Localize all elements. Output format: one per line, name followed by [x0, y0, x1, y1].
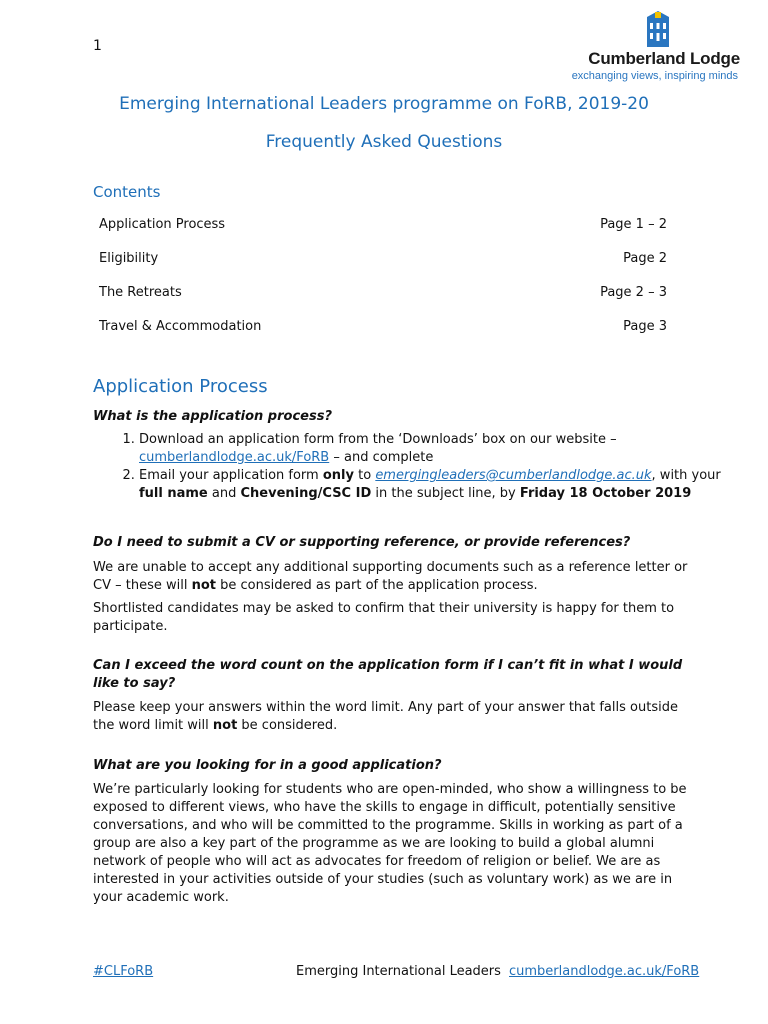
toc-label: Eligibility: [99, 251, 159, 266]
step-2: 2. Email your application form only to emergingleaders@cumberlandlodge.ac.uk, with your full name and Chevening/CSC ID in the subject line, by Friday 18 October 2019: [139, 467, 739, 503]
footer-website-link[interactable]: cumberlandlodge.ac.uk/FoRB: [509, 964, 700, 979]
contents-heading: Contents: [93, 183, 161, 201]
toc-label: The Retreats: [99, 285, 182, 300]
question-1: What is the application process?: [93, 409, 332, 424]
toc-row[interactable]: [99, 251, 667, 266]
toc-page: Page 2 – 3: [600, 285, 667, 300]
application-steps: [93, 431, 739, 503]
website-link[interactable]: cumberlandlodge.ac.uk/FoRB: [139, 450, 330, 465]
toc-label: Travel & Accommodation: [99, 319, 262, 334]
toc-row[interactable]: [99, 285, 667, 300]
question-4: What are you looking for in a good application?: [93, 758, 442, 773]
toc-page: Page 3: [623, 319, 667, 334]
toc-row[interactable]: [99, 319, 667, 334]
logo-name: Cumberland Lodge: [588, 49, 740, 68]
toc-label: Application Process: [99, 217, 226, 232]
question-3: Can I exceed the word count on the application form if I can’t fit in what I would like to say?: [93, 658, 683, 691]
answer-2-paragraph-2: Shortlisted candidates may be asked to confirm that their university is happy for them to participate.: [93, 601, 675, 634]
page-number: 1: [93, 38, 102, 54]
document-title: Emerging International Leaders programme on FoRB, 2019-20: [119, 94, 649, 114]
toc-page: Page 2: [623, 251, 667, 266]
question-2: Do I need to submit a CV or supporting reference, or provide references?: [93, 535, 631, 550]
lodge-building-icon: [644, 11, 672, 47]
toc-page: Page 1 – 2: [600, 217, 667, 232]
email-link[interactable]: emergingleaders@cumberlandlodge.ac.uk: [375, 468, 652, 483]
cumberland-lodge-logo: [528, 11, 748, 91]
document-subtitle: Frequently Asked Questions: [265, 132, 503, 152]
answer-3: Please keep your answers within the word limit. Any part of your answer that falls outside the word limit will not be considered.: [93, 700, 678, 733]
step-1: 1. Download an application form from the ‘Downloads’ box on our website – cumberlandlodge.ac.uk/FoRB – and complete: [139, 431, 739, 467]
answer-2-paragraph-1: We are unable to accept any additional supporting documents such as a reference letter or CV – these will not be considered as part of the application process.: [93, 560, 688, 593]
section-heading: Application Process: [93, 376, 268, 397]
toc-row[interactable]: [99, 217, 667, 232]
footer-programme-name: Emerging International Leaders: [296, 964, 501, 979]
answer-4: We’re particularly looking for students who are open-minded, who show a willingness to be exposed to different views, who have the skills to engage in difficult, potentially sensitive conversations, and who will be committed to the programme. Skills in working as part of a group are also a key part of the programme as we are looking to build a global alumni network of people who will act as advocates for freedom of religion or belief. We are as interested in your activities outside of your studies (such as voluntary work) as we are in your academic work.: [93, 782, 687, 905]
footer-hashtag-link[interactable]: #CLFoRB: [93, 964, 154, 979]
logo-tagline: exchanging views, inspiring minds: [571, 70, 738, 82]
